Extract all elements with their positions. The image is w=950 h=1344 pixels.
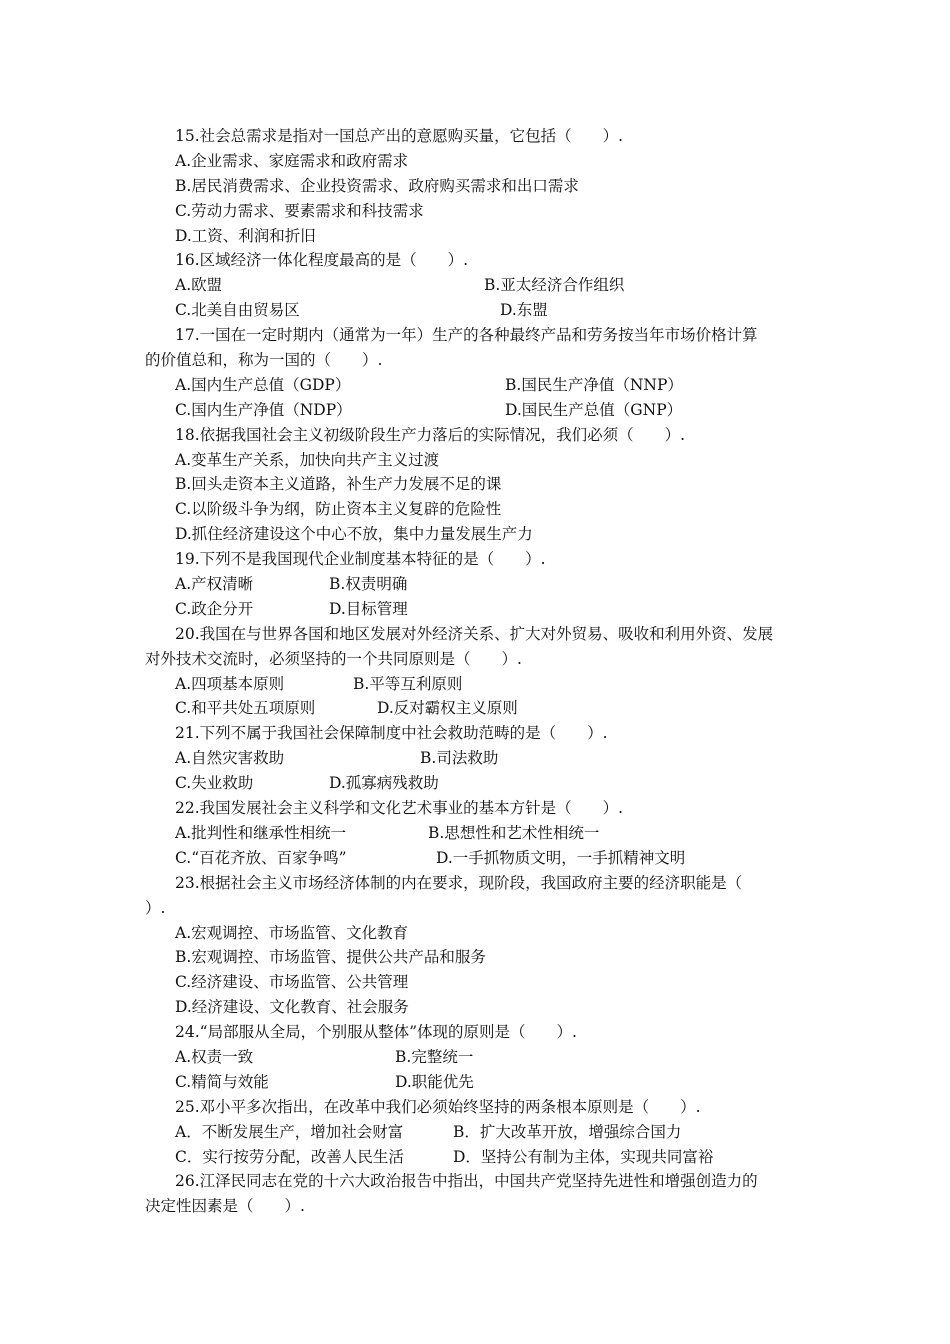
- question-16: 16.区域经济一体化程度最高的是（ ）.: [175, 251, 469, 270]
- option-24-a: A.权责一致: [175, 1047, 254, 1066]
- option-22-b: B.思想性和艺术性相统一: [428, 823, 600, 842]
- option-21-a: A.自然灾害救助: [175, 749, 285, 768]
- option-15-c: C.劳动力需求、要素需求和科技需求: [175, 201, 424, 220]
- option-21-c: C.失业救助: [175, 774, 254, 793]
- option-22-a: A.批判性和继承性相统一: [175, 823, 347, 842]
- option-row: [145, 746, 810, 771]
- option-23-b: B.宏观调控、市场监管、提供公共产品和服务: [175, 948, 486, 967]
- question-25: 25.邓小平多次指出，在改革中我们必须始终坚持的两条根本原则是（ ）.: [175, 1097, 701, 1116]
- question-list: [145, 124, 810, 1219]
- option-row: [145, 597, 810, 622]
- question-20-continued: 对外技术交流时，必须坚持的一个共同原则是（ ）.: [145, 649, 522, 668]
- question-26: 26.江泽民同志在党的十六大政治报告中指出，中国共产党坚持先进性和增强创造力的: [175, 1172, 758, 1191]
- option-23-c: C.经济建设、市场监管、公共管理: [175, 973, 409, 992]
- option-row: [145, 846, 810, 871]
- option-15-b: B.居民消费需求、企业投资需求、政府购买需求和出口需求: [175, 176, 579, 195]
- option-15-a: A.企业需求、家庭需求和政府需求: [175, 151, 409, 170]
- option-row: [145, 1120, 810, 1145]
- option-row: [145, 398, 810, 423]
- option-24-b: B.完整统一: [395, 1047, 474, 1066]
- option-18-d: D.抓住经济建设这个中心不放，集中力量发展生产力: [175, 525, 533, 544]
- option-17-c: C.国内生产净值（NDP）: [175, 400, 352, 419]
- option-18-a: A.变革生产关系，加快向共产主义过渡: [175, 450, 440, 469]
- option-19-c: C.政企分开: [175, 599, 254, 618]
- question-23: 23.根据社会主义市场经济体制的内在要求，现阶段，我国政府主要的经济职能是（: [175, 873, 743, 892]
- question-17: 17.一国在一定时期内（通常为一年）生产的各种最终产品和劳务按当年市场价格计算: [175, 326, 758, 345]
- option-20-a: A.四项基本原则: [175, 674, 285, 693]
- question-17-continued: 的价值总和，称为一国的（ ）.: [145, 351, 383, 370]
- question-15: 15.社会总需求是指对一国总产出的意愿购买量，它包括（ ）.: [175, 127, 624, 145]
- option-18-b: B.回头走资本主义道路，补生产力发展不足的课: [175, 475, 502, 494]
- option-row: [145, 373, 810, 398]
- question-19: 19.下列不是我国现代企业制度基本特征的是（ ）.: [175, 550, 546, 569]
- question-20: 20.我国在与世界各国和地区发展对外经济关系、扩大对外贸易、吸收和利用外资、发展: [175, 624, 774, 643]
- option-17-b: B.国民生产净值（NNP）: [505, 375, 683, 394]
- option-21-b: B.司法救助: [420, 749, 499, 768]
- option-20-d: D.反对霸权主义原则: [377, 699, 518, 718]
- option-row: [145, 696, 810, 721]
- option-16-c: C.北美自由贸易区: [175, 301, 300, 320]
- question-24: 24.“局部服从全局，个别服从整体”体现的原则是（ ）.: [175, 1023, 577, 1042]
- option-row: [145, 572, 810, 597]
- option-17-a: A.国内生产总值（GDP）: [175, 375, 351, 394]
- option-16-a: A.欧盟: [175, 276, 223, 295]
- option-19-b: B.权责明确: [329, 575, 408, 594]
- option-25-d: D．坚持公有制为主体，实现共同富裕: [453, 1147, 714, 1166]
- option-15-d: D.工资、利润和折旧: [175, 226, 316, 245]
- option-25-a: A．不断发展生产，增加社会财富: [175, 1122, 404, 1141]
- option-20-b: B.平等互利原则: [353, 674, 463, 693]
- option-25-b: B．扩大改革开放，增强综合国力: [453, 1122, 682, 1141]
- question-23-continued: ）.: [145, 898, 166, 917]
- option-row: [145, 1145, 810, 1170]
- option-25-c: C．实行按劳分配，改善人民生活: [175, 1147, 404, 1166]
- option-22-d: D.一手抓物质文明，一手抓精神文明: [436, 848, 686, 867]
- option-row: [145, 273, 810, 298]
- option-23-a: A.宏观调控、市场监管、文化教育: [175, 923, 409, 942]
- option-19-a: A.产权清晰: [175, 575, 254, 594]
- option-row: [145, 298, 810, 323]
- question-18: 18.依据我国社会主义初级阶段生产力落后的实际情况，我们必须（ ）.: [175, 425, 686, 444]
- option-row: [145, 1045, 810, 1070]
- option-row: [145, 821, 810, 846]
- option-row: [145, 1070, 810, 1095]
- option-18-c: C.以阶级斗争为纲，防止资本主义复辟的危险性: [175, 500, 502, 519]
- option-17-d: D.国民生产总值（GNP）: [505, 400, 683, 419]
- option-24-c: C.精简与效能: [175, 1072, 269, 1091]
- option-24-d: D.职能优先: [395, 1072, 474, 1091]
- option-22-c: C.“百花齐放、百家争鸣”: [175, 848, 347, 867]
- option-16-b: B.亚太经济合作组织: [484, 276, 625, 295]
- option-23-d: D.经济建设、文化教育、社会服务: [175, 998, 409, 1017]
- question-26-continued: 决定性因素是（ ）.: [145, 1197, 305, 1216]
- option-row: [145, 672, 810, 697]
- option-21-d: D.孤寡病残救助: [329, 774, 439, 793]
- option-row: [145, 771, 810, 796]
- option-19-d: D.目标管理: [329, 599, 408, 618]
- option-20-c: C.和平共处五项原则: [175, 699, 316, 718]
- option-16-d: D.东盟: [500, 301, 548, 320]
- question-21: 21.下列不属于我国社会保障制度中社会救助范畴的是（ ）.: [175, 724, 608, 743]
- question-22: 22.我国发展社会主义科学和文化艺术事业的基本方针是（ ）.: [175, 799, 624, 818]
